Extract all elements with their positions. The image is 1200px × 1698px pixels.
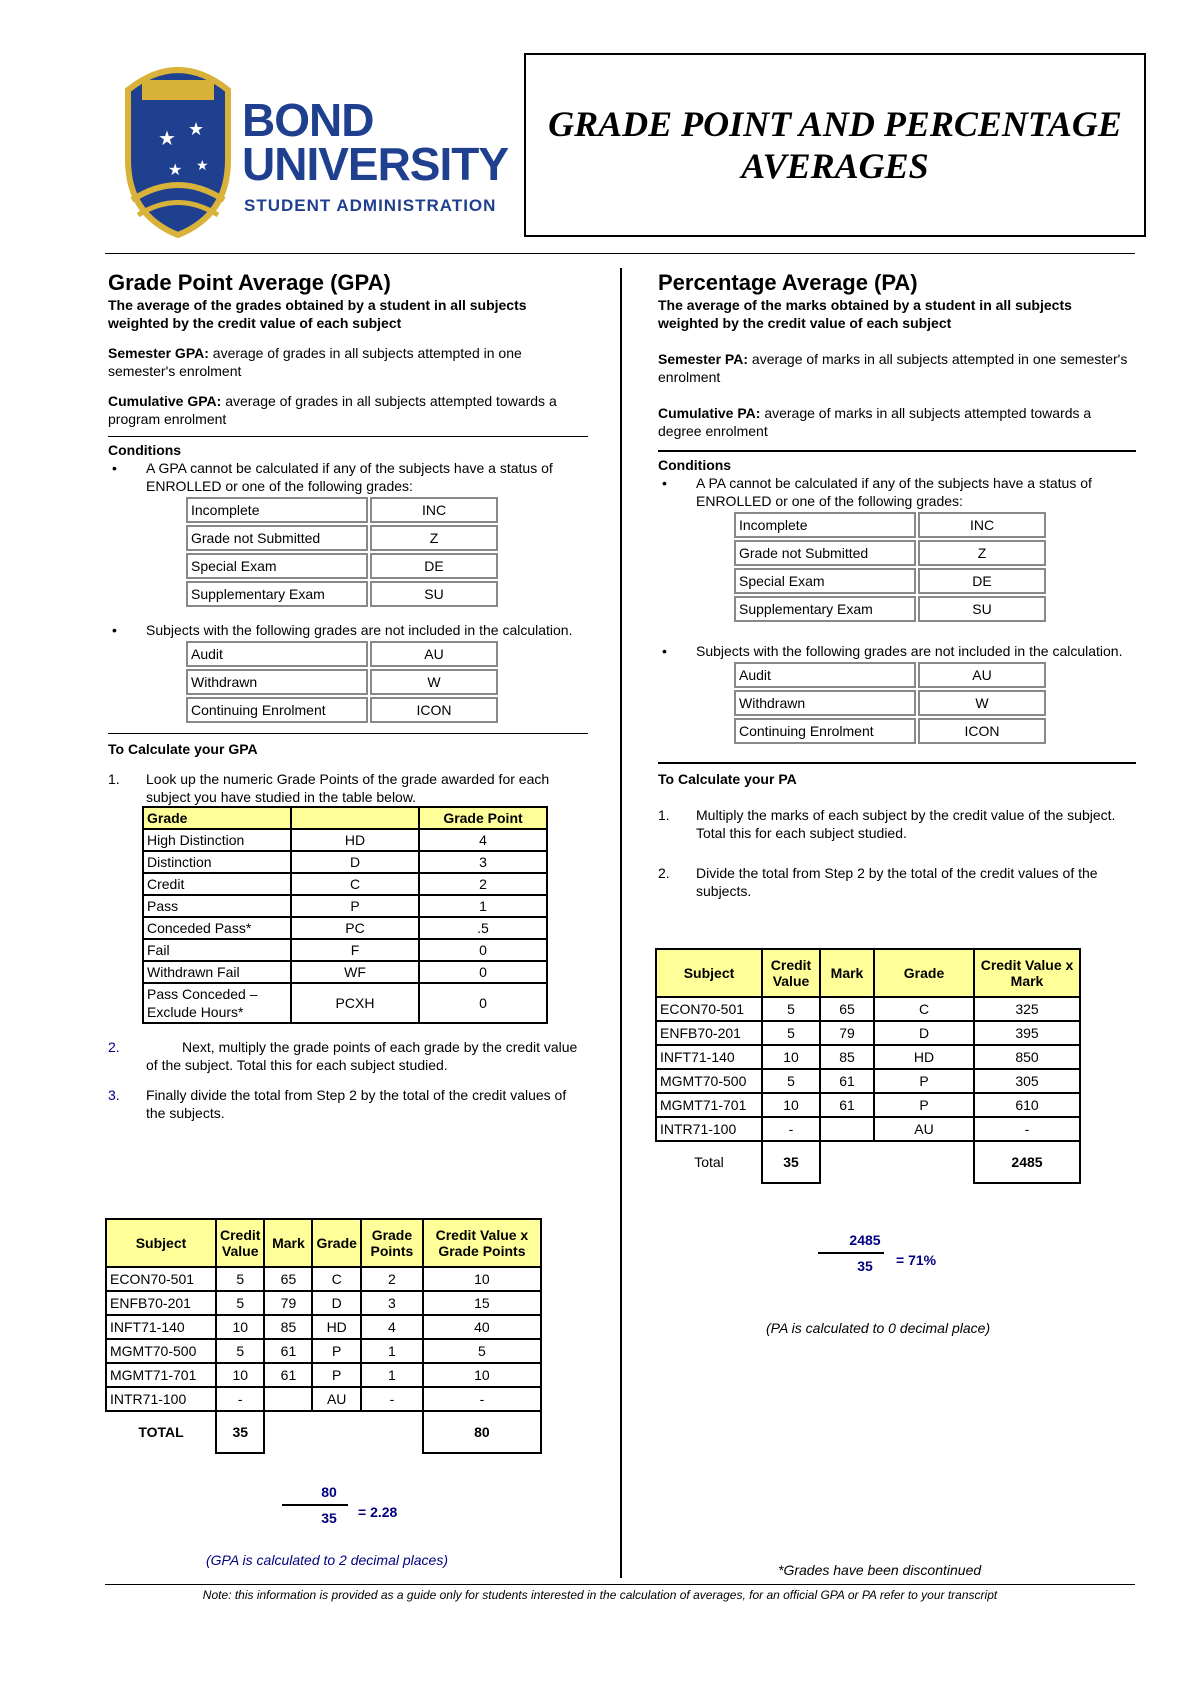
grade-table-row — [143, 983, 547, 1023]
gpa-calc-cell: MGMT71-701 — [106, 1363, 216, 1387]
gpa-semester-text: average of grades in all subjects attempted in one semester's enrolment — [108, 345, 522, 379]
gpa-calc-cell: 79 — [264, 1291, 312, 1315]
grade-table-row — [143, 961, 547, 983]
logo-student-administration: STUDENT ADMINISTRATION — [244, 196, 497, 215]
pa-step-2 — [658, 864, 1136, 900]
pa-fraction — [780, 1232, 980, 1274]
pa-bullet-2: • Subjects with the following grades are not included in the calculation. — [662, 643, 1123, 659]
pa-calc-cell: 5 — [762, 1021, 820, 1045]
gpa-bullet-2-text: Subjects with the following grades are not included in the calculation. — [146, 622, 573, 638]
gpa-not-included-grade-code: W — [370, 669, 498, 695]
pa-not-included-row — [734, 662, 1046, 688]
gpa-excluded-grade-code: DE — [370, 553, 498, 579]
gpa-heading: Grade Point Average (GPA) — [108, 270, 391, 295]
pa-calc-row — [656, 1093, 1080, 1117]
gpa-calc-cell: 61 — [264, 1363, 312, 1387]
gpa-excluded-grade-code: Z — [370, 525, 498, 551]
pa-excluded-grade-code: DE — [918, 568, 1046, 594]
pa-calc-cell: 325 — [974, 997, 1080, 1021]
gpa-step-1-number: 1. — [108, 771, 120, 787]
pa-calc-cell: P — [874, 1093, 974, 1117]
grade-table-cell: 2 — [419, 873, 547, 895]
pa-calc-cell: C — [874, 997, 974, 1021]
gpa-total-points: 80 — [423, 1411, 541, 1453]
pa-not-included-grade-name: Audit — [734, 662, 916, 688]
pa-calc-header: Mark — [820, 949, 874, 997]
pa-step-1-text: Multiply the marks of each subject by the credit value of the subject. Total this for each subject studied. — [696, 807, 1116, 841]
pa-excluded-grade-name: Special Exam — [734, 568, 916, 594]
grade-table-cell: 1 — [419, 895, 547, 917]
pa-calc-cell: 610 — [974, 1093, 1080, 1117]
bond-university-logo — [118, 50, 518, 240]
gpa-not-included-grade-code: AU — [370, 641, 498, 667]
grade-table-row — [143, 917, 547, 939]
pa-not-included-row — [734, 718, 1046, 744]
gpa-total-label: TOTAL — [106, 1411, 216, 1453]
gpa-calc-row — [106, 1315, 541, 1339]
pa-step-2-number: 2. — [658, 865, 670, 881]
pa-calc-cell: D — [874, 1021, 974, 1045]
gpa-calc-cell: ECON70-501 — [106, 1267, 216, 1291]
header-divider — [105, 253, 1135, 254]
pa-calc-cell: 10 — [762, 1093, 820, 1117]
gpa-not-included-row — [186, 669, 498, 695]
grade-table-cell: P — [291, 895, 419, 917]
gpa-calc-cell: 3 — [361, 1291, 423, 1315]
footer-note: Note: this information is provided as a guide only for students interested in the calculation of averages, for an official GPA or PA refer to your transcript — [202, 1588, 998, 1602]
gpa-excluded-grade-name: Supplementary Exam — [186, 581, 368, 607]
grade-table-row — [143, 939, 547, 961]
gpa-calc-cell: 4 — [361, 1315, 423, 1339]
gpa-calculation-table — [105, 1218, 542, 1454]
pa-calc-row — [656, 1045, 1080, 1069]
gpa-column — [108, 270, 588, 1122]
gpa-calc-cell: 5 — [216, 1291, 264, 1315]
gpa-step-2-number: 2. — [108, 1039, 120, 1055]
pa-calc-cell: 395 — [974, 1021, 1080, 1045]
pa-calc-cell: AU — [874, 1117, 974, 1141]
gpa-bullet-1: • A GPA cannot be calculated if any of the subjects have a status of ENROLLED or one of the following grades: — [112, 460, 553, 494]
gpa-calc-heading: To Calculate your GPA — [108, 741, 258, 757]
pa-total-blank — [820, 1141, 974, 1183]
gpa-calc-cell: MGMT70-500 — [106, 1339, 216, 1363]
pa-calc-cell: 65 — [820, 997, 874, 1021]
gpa-calc-cell: 10 — [423, 1363, 541, 1387]
pa-calc-cell: 5 — [762, 1069, 820, 1093]
pa-calc-cell: ENFB70-201 — [656, 1021, 762, 1045]
pa-calc-cell: MGMT70-500 — [656, 1069, 762, 1093]
grade-table-cell: Pass Conceded – Exclude Hours* — [143, 983, 291, 1023]
pa-not-included-grade-code: W — [918, 690, 1046, 716]
pa-calc-header: Grade — [874, 949, 974, 997]
gpa-calc-cell: HD — [312, 1315, 360, 1339]
pa-calc-cell: 850 — [974, 1045, 1080, 1069]
gpa-not-included-grade-name: Withdrawn — [186, 669, 368, 695]
gpa-step-3-number: 3. — [108, 1087, 120, 1103]
gpa-calc-cell: 10 — [216, 1315, 264, 1339]
gpa-calc-cell: - — [361, 1387, 423, 1411]
svg-text:★: ★ — [168, 160, 183, 179]
grade-table-cell: 4 — [419, 829, 547, 851]
grade-table-cell: Distinction — [143, 851, 291, 873]
grade-table-cell: Credit — [143, 873, 291, 895]
gpa-calc-header: Grade Points — [361, 1219, 423, 1267]
pa-total-value: 2485 — [974, 1141, 1080, 1183]
pa-calc-header: Credit Value x Mark — [974, 949, 1080, 997]
grade-table-cell: Fail — [143, 939, 291, 961]
pa-bullet-1-text: A PA cannot be calculated if any of the subjects have a status of ENROLLED or one of the following grades: — [696, 475, 1092, 509]
gpa-calc-cell: 65 — [264, 1267, 312, 1291]
pa-bullet-2-text: Subjects with the following grades are not included in the calculation. — [696, 643, 1123, 659]
pa-calc-cell: - — [974, 1117, 1080, 1141]
gpa-step-1 — [108, 770, 588, 806]
pa-total-credit: 35 — [762, 1141, 820, 1183]
gpa-calc-cell: D — [312, 1291, 360, 1315]
pa-semester-definition — [658, 350, 1136, 386]
pa-total-label: Total — [656, 1141, 762, 1183]
gpa-calc-cell: 85 — [264, 1315, 312, 1339]
pa-excluded-grade-name: Grade not Submitted — [734, 540, 916, 566]
pa-calc-cell: 61 — [820, 1093, 874, 1117]
grade-table-cell: PC — [291, 917, 419, 939]
gpa-fraction-numerator: 80 — [321, 1484, 337, 1500]
pa-calc-header: Subject — [656, 949, 762, 997]
gpa-not-included-table — [184, 639, 500, 725]
gpa-excluded-row — [186, 497, 498, 523]
gpa-excluded-grade-name: Grade not Submitted — [186, 525, 368, 551]
pa-step-1 — [658, 806, 1136, 842]
grade-table-cell: F — [291, 939, 419, 961]
grade-table-cell: Withdrawn Fail — [143, 961, 291, 983]
gpa-calc-header: Credit Value — [216, 1219, 264, 1267]
gpa-step-2 — [108, 1038, 588, 1074]
gpa-calc-cell: 10 — [216, 1363, 264, 1387]
gpa-calc-cell: 10 — [423, 1267, 541, 1291]
pa-cumulative-definition — [658, 404, 1136, 440]
pa-subtitle: The average of the marks obtained by a student in all subjects weighted by the credit value of each subject — [658, 297, 1072, 331]
pa-excluded-grade-code: SU — [918, 596, 1046, 622]
pa-semester-text: average of marks in all subjects attempted in one semester's enrolment — [658, 351, 1128, 385]
gpa-calc-cell: ENFB70-201 — [106, 1291, 216, 1315]
grade-table-row — [143, 851, 547, 873]
gpa-not-included-row — [186, 641, 498, 667]
gpa-bullet-1-text: A GPA cannot be calculated if any of the subjects have a status of ENROLLED or one of the following grades: — [146, 460, 553, 494]
gpa-bullet-2: • Subjects with the following grades are not included in the calculation. — [112, 622, 573, 638]
gpa-calc-cell: 15 — [423, 1291, 541, 1315]
pa-bullet-1: • A PA cannot be calculated if any of the subjects have a status of ENROLLED or one of the following grades: — [662, 475, 1092, 509]
logo-university: UNIVERSITY — [242, 138, 509, 190]
pa-not-included-grade-code: ICON — [918, 718, 1046, 744]
gpa-calc-cell: - — [216, 1387, 264, 1411]
svg-text:★: ★ — [196, 158, 209, 174]
pa-not-included-table — [732, 660, 1048, 746]
gpa-calc-cell: P — [312, 1363, 360, 1387]
gpa-calc-row — [106, 1387, 541, 1411]
gpa-total-blank — [264, 1411, 422, 1453]
gpa-total-credit: 35 — [216, 1411, 264, 1453]
grade-table-header: Grade — [143, 807, 291, 829]
svg-text:★: ★ — [158, 126, 176, 150]
gpa-calc-cell: INTR71-100 — [106, 1387, 216, 1411]
pa-excluded-grade-code: Z — [918, 540, 1046, 566]
pa-calc-cell: 5 — [762, 997, 820, 1021]
pa-calc-row — [656, 1117, 1080, 1141]
pa-calc-cell: 61 — [820, 1069, 874, 1093]
pa-calc-cell: 85 — [820, 1045, 874, 1069]
gpa-calc-cell — [264, 1387, 312, 1411]
gpa-excluded-grade-name: Incomplete — [186, 497, 368, 523]
gpa-conditions-heading: Conditions — [108, 442, 182, 458]
grade-table-row — [143, 895, 547, 917]
grade-table-cell: D — [291, 851, 419, 873]
gpa-calc-header: Credit Value x Grade Points — [423, 1219, 541, 1267]
gpa-not-included-row — [186, 697, 498, 723]
pa-fraction-result: = 71% — [896, 1252, 937, 1268]
pa-calc-row — [656, 1069, 1080, 1093]
grade-table-cell: 3 — [419, 851, 547, 873]
pa-fraction-denominator: 35 — [857, 1258, 873, 1274]
pa-semester-label: Semester PA: — [658, 351, 749, 367]
grade-table-cell: C — [291, 873, 419, 895]
gpa-step-1-text: Look up the numeric Grade Points of the grade awarded for each subject you have studied in the table below. — [146, 771, 550, 805]
gpa-fraction-denominator: 35 — [321, 1510, 337, 1526]
grade-table-cell: PCXH — [291, 983, 419, 1023]
pa-calc-cell: 305 — [974, 1069, 1080, 1093]
pa-calc-row — [656, 997, 1080, 1021]
gpa-calc-cell: 2 — [361, 1267, 423, 1291]
grade-table-row — [143, 829, 547, 851]
pa-calc-header: Credit Value — [762, 949, 820, 997]
pa-note: (PA is calculated to 0 decimal place) — [766, 1320, 991, 1336]
gpa-calc-row — [106, 1291, 541, 1315]
grade-table-cell: WF — [291, 961, 419, 983]
discontinued-note: *Grades have been discontinued — [778, 1562, 982, 1578]
gpa-calc-header: Subject — [106, 1219, 216, 1267]
pa-calc-cell: HD — [874, 1045, 974, 1069]
pa-calc-cell: INFT71-140 — [656, 1045, 762, 1069]
grade-table-header — [291, 807, 419, 829]
pa-calculation-table — [655, 948, 1081, 1184]
gpa-calc-cell: INFT71-140 — [106, 1315, 216, 1339]
grade-table-cell: HD — [291, 829, 419, 851]
grade-table-cell: 0 — [419, 983, 547, 1023]
gpa-semester-label: Semester GPA: — [108, 345, 209, 361]
gpa-step-3-text: Finally divide the total from Step 2 by the total of the credit values of the subjects. — [146, 1087, 567, 1121]
pa-not-included-grade-name: Continuing Enrolment — [734, 718, 916, 744]
grade-table-cell: Conceded Pass* — [143, 917, 291, 939]
pa-excluded-row — [734, 568, 1046, 594]
gpa-excluded-row — [186, 553, 498, 579]
pa-not-included-row — [734, 690, 1046, 716]
pa-fraction-numerator: 2485 — [849, 1232, 881, 1248]
gpa-not-included-grade-name: Audit — [186, 641, 368, 667]
pa-excluded-row — [734, 512, 1046, 538]
gpa-fraction-result: = 2.28 — [358, 1504, 398, 1520]
gpa-calc-header: Mark — [264, 1219, 312, 1267]
logo-bond: BOND — [242, 94, 374, 146]
grade-table-cell: .5 — [419, 917, 547, 939]
gpa-calc-header: Grade — [312, 1219, 360, 1267]
pa-conditions-heading: Conditions — [658, 457, 732, 473]
gpa-excluded-grade-code: SU — [370, 581, 498, 607]
pa-excluded-row — [734, 596, 1046, 622]
gpa-calc-row — [106, 1339, 541, 1363]
gpa-calc-total-row — [106, 1411, 541, 1453]
gpa-calc-cell: C — [312, 1267, 360, 1291]
gpa-cumulative-label: Cumulative GPA: — [108, 393, 222, 409]
gpa-calc-cell: - — [423, 1387, 541, 1411]
footer-divider — [105, 1584, 1135, 1585]
gpa-not-included-grade-code: ICON — [370, 697, 498, 723]
gpa-fraction — [250, 1484, 450, 1526]
gpa-excluded-grades-table — [184, 495, 500, 609]
gpa-calc-row — [106, 1267, 541, 1291]
pa-column — [658, 270, 1136, 900]
pa-calc-cell: - — [762, 1117, 820, 1141]
pa-excluded-grades-table — [732, 510, 1048, 624]
gpa-calc-cell: 1 — [361, 1363, 423, 1387]
gpa-not-included-grade-name: Continuing Enrolment — [186, 697, 368, 723]
pa-excluded-grade-name: Incomplete — [734, 512, 916, 538]
document-title-line1: GRADE POINT AND PERCENTAGE — [548, 104, 1122, 144]
gpa-semester-definition — [108, 344, 588, 380]
pa-calc-cell: ECON70-501 — [656, 997, 762, 1021]
pa-calc-row — [656, 1021, 1080, 1045]
gpa-calc-cell: AU — [312, 1387, 360, 1411]
gpa-note: (GPA is calculated to 2 decimal places) — [206, 1552, 448, 1568]
gpa-excluded-row — [186, 525, 498, 551]
grade-point-table — [142, 806, 548, 1024]
document-title-line2: AVERAGES — [741, 146, 929, 186]
pa-calc-cell: P — [874, 1069, 974, 1093]
gpa-cumulative-definition — [108, 392, 588, 428]
gpa-cumulative-text: average of grades in all subjects attempted towards a program enrolment — [108, 393, 557, 427]
pa-excluded-grade-code: INC — [918, 512, 1046, 538]
pa-calc-cell: INTR71-100 — [656, 1117, 762, 1141]
gpa-calc-cell: P — [312, 1339, 360, 1363]
document-title-box — [524, 53, 1146, 237]
gpa-calc-cell: 40 — [423, 1315, 541, 1339]
grade-table-cell: 0 — [419, 939, 547, 961]
gpa-excluded-grade-name: Special Exam — [186, 553, 368, 579]
pa-excluded-row — [734, 540, 1046, 566]
gpa-excluded-row — [186, 581, 498, 607]
grade-table-cell: Pass — [143, 895, 291, 917]
gpa-subtitle: The average of the grades obtained by a student in all subjects weighted by the credit value of each subject — [108, 297, 527, 331]
gpa-calc-cell: 5 — [423, 1339, 541, 1363]
pa-cumulative-label: Cumulative PA: — [658, 405, 761, 421]
gpa-calc-cell: 5 — [216, 1267, 264, 1291]
pa-step-2-text: Divide the total from Step 2 by the total of the credit values of the subjects. — [696, 865, 1098, 899]
pa-not-included-grade-name: Withdrawn — [734, 690, 916, 716]
pa-calc-total-row — [656, 1141, 1080, 1183]
grade-table-row — [143, 873, 547, 895]
gpa-step-2-text: Next, multiply the grade points of each grade by the credit value of the subject. Total this for each subject studied. — [146, 1039, 578, 1073]
svg-text:★: ★ — [188, 119, 205, 140]
gpa-calc-cell: 1 — [361, 1339, 423, 1363]
grade-table-cell: High Distinction — [143, 829, 291, 851]
gpa-calc-cell: 5 — [216, 1339, 264, 1363]
pa-calc-cell — [820, 1117, 874, 1141]
pa-not-included-grade-code: AU — [918, 662, 1046, 688]
grade-table-cell: 0 — [419, 961, 547, 983]
pa-excluded-grade-name: Supplementary Exam — [734, 596, 916, 622]
pa-cumulative-text: average of marks in all subjects attempted towards a degree enrolment — [658, 405, 1092, 439]
grade-table-header: Grade Point — [419, 807, 547, 829]
pa-calc-cell: 79 — [820, 1021, 874, 1045]
pa-calc-cell: MGMT71-701 — [656, 1093, 762, 1117]
gpa-excluded-grade-code: INC — [370, 497, 498, 523]
gpa-step-3 — [108, 1086, 588, 1122]
pa-heading: Percentage Average (PA) — [658, 270, 918, 295]
pa-calc-heading: To Calculate your PA — [658, 771, 797, 787]
pa-step-1-number: 1. — [658, 807, 670, 823]
gpa-calc-cell: 61 — [264, 1339, 312, 1363]
column-divider — [620, 268, 622, 1578]
pa-calc-cell: 10 — [762, 1045, 820, 1069]
gpa-calc-row — [106, 1363, 541, 1387]
